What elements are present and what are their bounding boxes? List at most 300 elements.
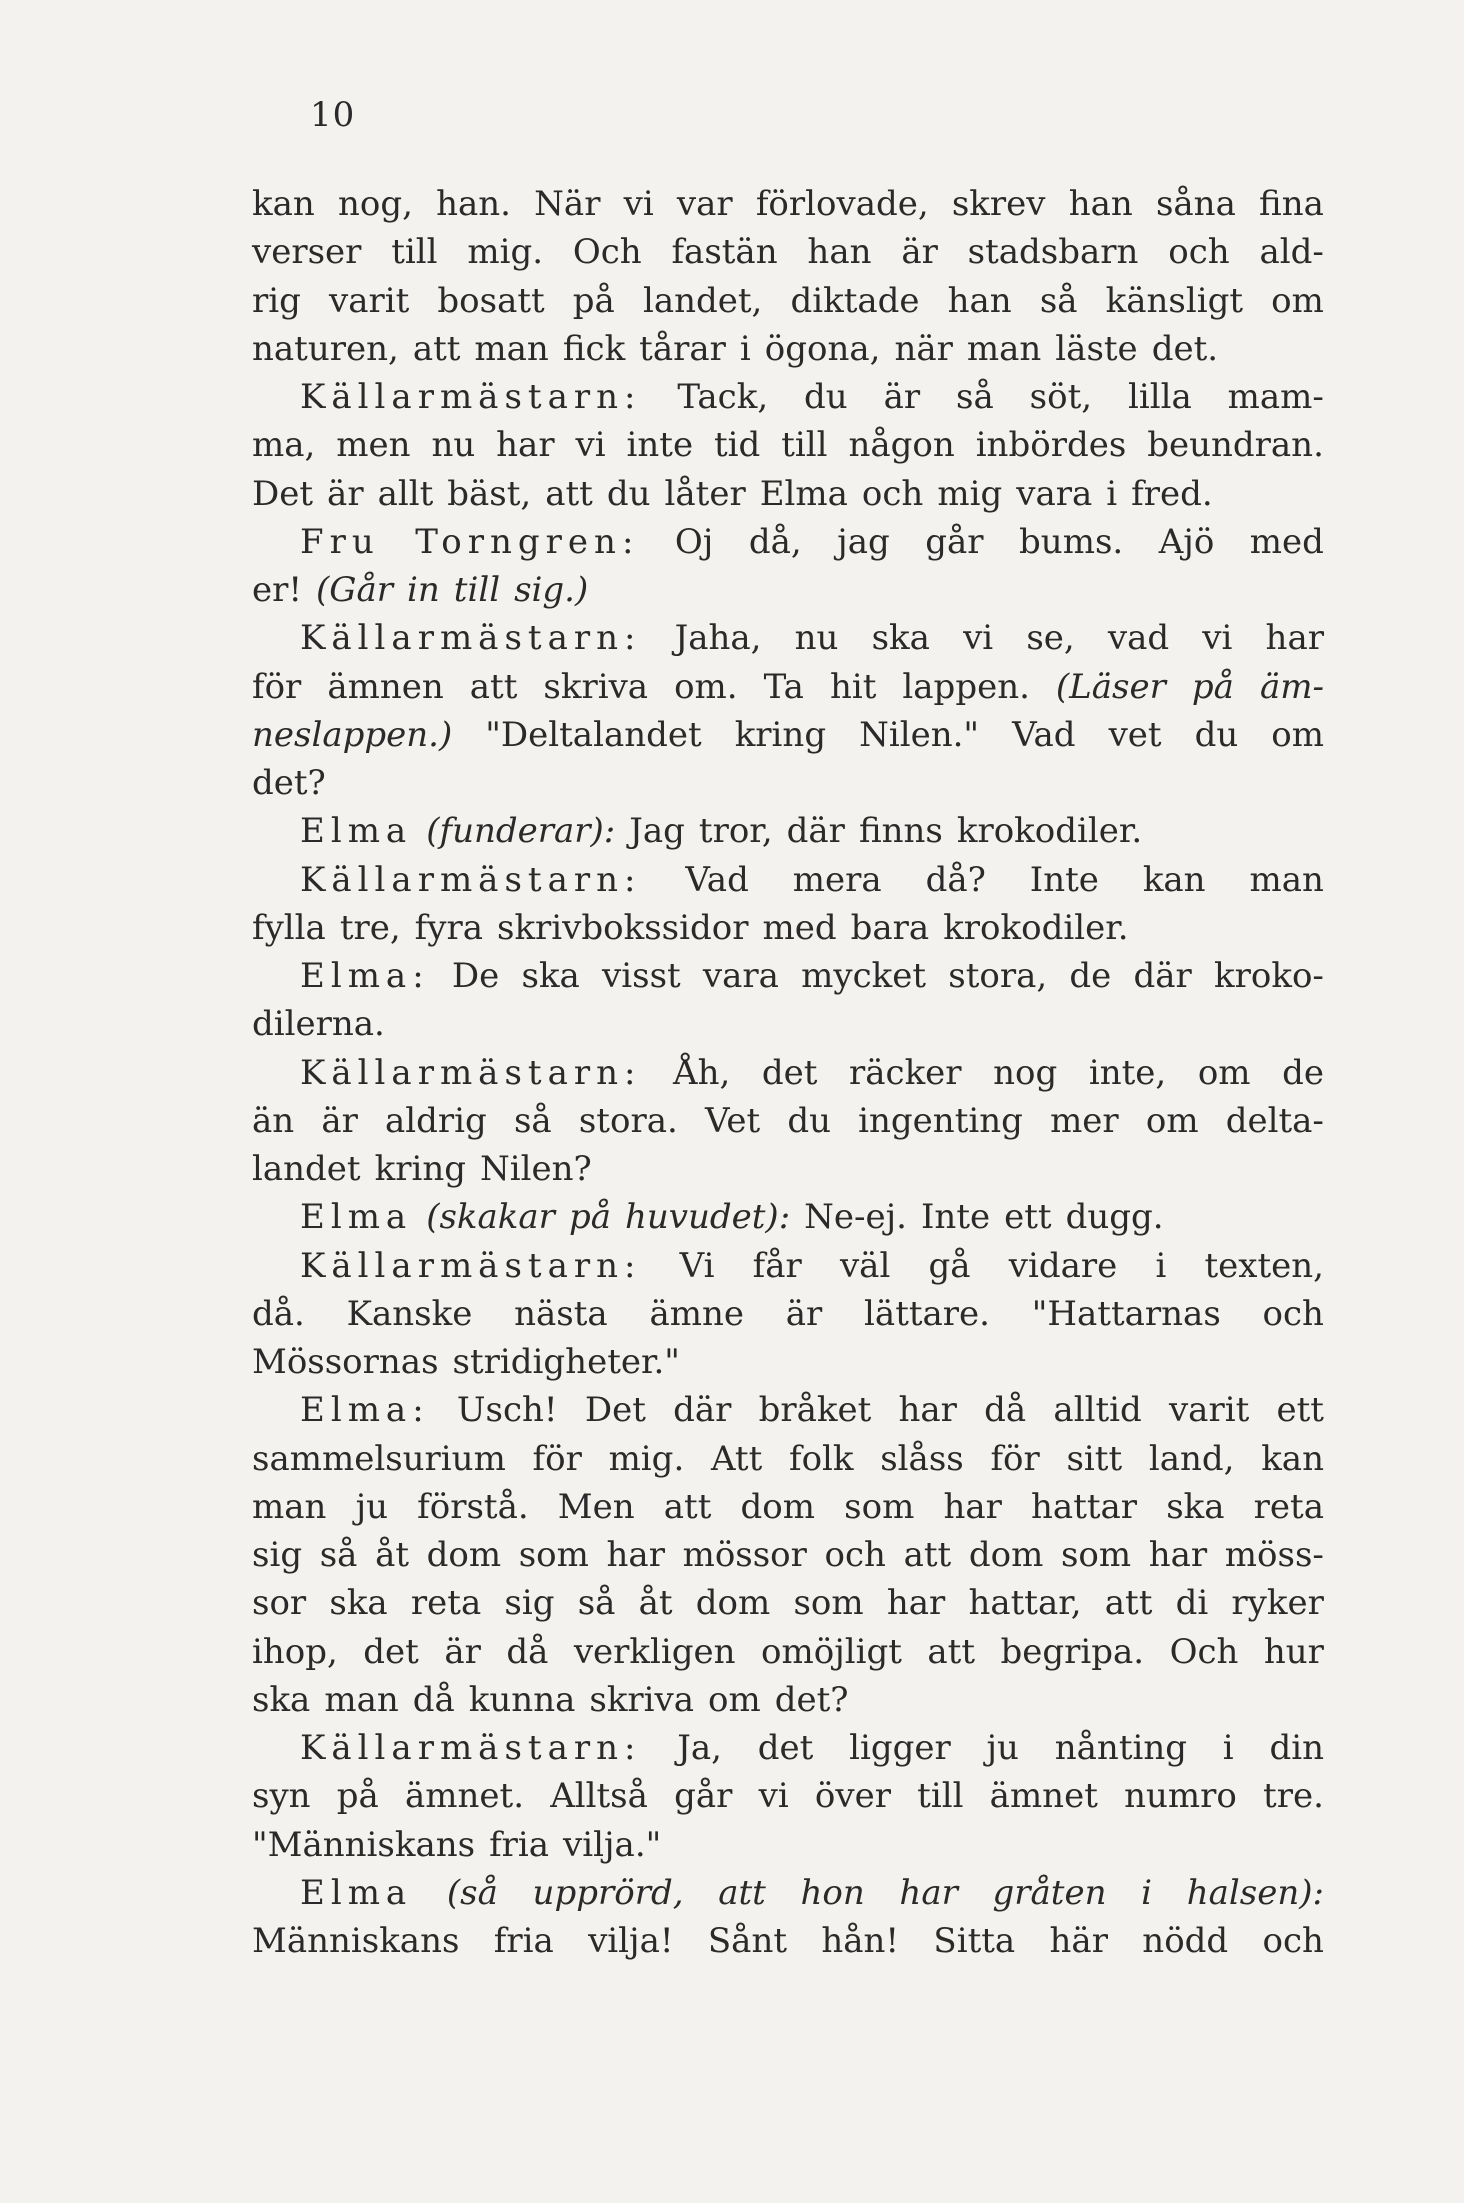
body-text <box>252 180 1324 1965</box>
speaker-name: Källarmästarn: <box>300 377 642 417</box>
word: och <box>861 473 924 514</box>
word: skriva <box>589 1679 695 1720</box>
text-line <box>252 1676 1324 1724</box>
word: du <box>606 473 651 514</box>
word: man <box>1249 859 1324 900</box>
word: ma, <box>252 425 316 466</box>
word: Det <box>252 473 314 514</box>
word: Sitta <box>933 1921 1016 1961</box>
word: landet, <box>642 280 763 321</box>
word: vi <box>1202 618 1233 659</box>
word: ald- <box>1259 232 1324 273</box>
word: gå <box>928 1245 971 1286</box>
text-line <box>252 759 1324 807</box>
word: ögona, <box>764 328 881 369</box>
word: förlovade, <box>755 184 929 224</box>
word: reta <box>410 1583 482 1624</box>
stage-direction-word: (Läser <box>1055 666 1166 707</box>
stage-direction-word: in <box>407 570 440 610</box>
word: ska <box>521 956 580 996</box>
page-number: 10 <box>310 95 356 135</box>
word: över <box>814 1776 891 1817</box>
word: Vi <box>679 1245 715 1286</box>
word: "Hattarnas <box>1031 1293 1221 1334</box>
text-line <box>252 1145 1324 1193</box>
word: då <box>412 1679 455 1720</box>
word: När <box>534 184 601 224</box>
word: nästa <box>514 1293 608 1334</box>
word: har <box>606 1535 665 1575</box>
word: vi <box>963 618 994 659</box>
word: begripa. <box>1000 1631 1145 1672</box>
speaker-name: Fru <box>300 521 380 562</box>
word: texten, <box>1204 1245 1324 1286</box>
text-line <box>252 1386 1324 1434</box>
speaker-name: Källarmästarn: <box>300 1728 642 1768</box>
text-line <box>252 1242 1324 1290</box>
word: Nilen? <box>480 1149 592 1189</box>
word: till <box>781 425 828 466</box>
word: så <box>956 377 994 417</box>
word: alltid <box>1053 1390 1142 1431</box>
text-line <box>252 807 1324 855</box>
text-line <box>252 1917 1324 1965</box>
word: det <box>757 1728 814 1768</box>
text-line <box>252 373 1324 421</box>
word: lappen. <box>902 666 1030 707</box>
word: lilla <box>1127 377 1192 417</box>
word: till <box>917 1776 964 1817</box>
word: går <box>674 1776 733 1817</box>
word: Men <box>557 1486 635 1527</box>
stage-direction-word: hon <box>800 1872 865 1913</box>
word: inte <box>626 425 694 466</box>
word: vidare <box>1008 1245 1118 1286</box>
word: sammelsurium <box>252 1438 506 1479</box>
word: han <box>807 232 872 273</box>
word: mig. <box>608 1438 685 1479</box>
word: här <box>1049 1921 1108 1961</box>
word: kan <box>252 184 315 224</box>
word: har <box>898 1390 957 1431</box>
word: Inte <box>921 1197 991 1238</box>
text-line <box>252 711 1324 759</box>
stage-direction-word: att <box>718 1872 766 1913</box>
word: rig <box>252 280 301 321</box>
word: känsligt <box>1105 280 1244 321</box>
word: Ne-ej. <box>804 1197 907 1238</box>
word: Elma <box>759 473 848 514</box>
word: vara <box>702 956 779 996</box>
word: hån! <box>821 1921 900 1961</box>
word: de <box>1282 1052 1324 1093</box>
word: såna <box>1155 184 1236 224</box>
word: kring <box>374 1149 466 1189</box>
text-line <box>252 856 1324 904</box>
word: då? <box>925 859 986 900</box>
word: fastän <box>671 232 778 273</box>
speaker-name: Elma <box>300 811 413 852</box>
word: reta <box>1253 1486 1324 1527</box>
word: är <box>327 473 364 514</box>
word: De <box>451 956 500 996</box>
word: du <box>1194 714 1239 755</box>
word: bråket <box>758 1390 872 1431</box>
word: mössor <box>682 1535 807 1575</box>
speaker-name: Källarmästarn: <box>300 618 642 659</box>
word: sig <box>252 1535 303 1575</box>
word: ska <box>329 1583 388 1624</box>
word: det <box>761 1052 818 1093</box>
word: ett <box>1004 1197 1052 1238</box>
word: Vad <box>1012 714 1076 755</box>
word: verser <box>252 232 362 273</box>
word: "Människans <box>252 1824 476 1865</box>
word: krokodiler. <box>956 811 1143 852</box>
word: i <box>739 328 751 369</box>
word: till <box>391 232 438 273</box>
word: syn <box>252 1776 311 1817</box>
word: om <box>1271 714 1324 755</box>
text-line <box>252 180 1324 228</box>
word: fyra <box>414 907 483 948</box>
word: Oj <box>674 521 714 562</box>
word: ska <box>252 1679 311 1720</box>
word: Och <box>1169 1631 1239 1672</box>
text-line <box>252 1772 1324 1820</box>
word: att <box>469 666 518 707</box>
word: vilja." <box>563 1824 662 1865</box>
stage-direction-word: (skakar <box>426 1197 555 1238</box>
word: dilerna. <box>252 1004 385 1045</box>
word: Alltså <box>550 1776 648 1817</box>
word: att <box>927 1631 976 1672</box>
word: kunna <box>468 1679 576 1720</box>
word: är <box>785 1293 823 1334</box>
word: för <box>990 1438 1040 1479</box>
speaker-name: Källarmästarn: <box>300 859 642 900</box>
word: bäst, <box>447 473 532 514</box>
word: er! <box>252 570 303 610</box>
text-line <box>252 1483 1324 1531</box>
word: det <box>363 1631 419 1672</box>
word: Jag <box>629 811 685 852</box>
word: Ta <box>763 666 804 707</box>
stage-direction-word: äm- <box>1259 666 1324 707</box>
word: mycket <box>801 956 927 996</box>
word: tre. <box>1263 1776 1324 1817</box>
word: på <box>572 280 615 321</box>
word: dom <box>968 1535 1044 1575</box>
word: land, <box>1148 1438 1235 1479</box>
word: Det <box>584 1390 646 1431</box>
word: tror, <box>698 811 773 852</box>
word: nog <box>993 1052 1058 1093</box>
word: kroko- <box>1214 956 1324 996</box>
word: verkligen <box>573 1631 736 1672</box>
word: är <box>883 377 921 417</box>
word: ämnen <box>327 666 444 707</box>
word: han <box>1068 184 1133 224</box>
text-line <box>252 470 1324 518</box>
word: ämne <box>649 1293 744 1334</box>
word: hattar, <box>968 1583 1082 1624</box>
stage-direction-word: sig.) <box>514 570 589 610</box>
word: låter <box>664 473 746 514</box>
word: på <box>336 1776 379 1817</box>
word: jag <box>837 521 890 562</box>
word: nödd <box>1142 1921 1229 1961</box>
word: har <box>886 1583 946 1624</box>
word: skrivbokssidor <box>497 907 749 948</box>
word: di <box>1175 1583 1209 1624</box>
word: där <box>786 811 845 852</box>
word: stora, <box>948 956 1048 996</box>
text-line <box>252 663 1324 711</box>
text-line <box>252 1000 1324 1048</box>
word: och <box>1168 232 1230 273</box>
word: inte, <box>1088 1052 1167 1093</box>
word: som <box>844 1486 915 1527</box>
stage-direction-word: på <box>568 1197 611 1238</box>
word: om <box>1271 280 1324 321</box>
word: åt <box>375 1535 409 1575</box>
word: ju <box>986 1728 1019 1768</box>
text-line <box>252 1531 1324 1579</box>
word: mig. <box>467 232 544 273</box>
word: det? <box>774 1679 849 1720</box>
word: din <box>1269 1728 1324 1768</box>
text-line <box>252 1821 1324 1869</box>
word: inbördes <box>975 425 1127 466</box>
text-line <box>252 1579 1324 1627</box>
word: Att <box>710 1438 763 1479</box>
word: med <box>1249 521 1324 562</box>
word: Vad <box>685 859 749 900</box>
word: då. <box>252 1293 305 1334</box>
word: aldrig <box>385 1100 487 1141</box>
word: se, <box>1026 618 1075 659</box>
word: diktade <box>790 280 920 321</box>
text-line <box>252 421 1324 469</box>
word: Tack, <box>677 377 769 417</box>
word: för <box>532 1438 582 1479</box>
word: sig <box>504 1583 555 1624</box>
word: tre, <box>339 907 401 948</box>
word: hattar <box>1031 1486 1138 1527</box>
word: är <box>444 1631 481 1672</box>
word: delta- <box>1225 1100 1324 1141</box>
word: mam- <box>1227 377 1324 417</box>
word: lättare. <box>864 1293 990 1334</box>
word: vi <box>758 1776 789 1817</box>
word: Sånt <box>707 1921 787 1961</box>
word: Åh, <box>673 1052 731 1093</box>
word: ska <box>871 618 930 659</box>
word: att <box>663 1486 712 1527</box>
word: visst <box>602 956 681 996</box>
word: var <box>676 184 733 224</box>
word: i <box>1222 1728 1234 1768</box>
word: ämnet <box>989 1776 1098 1817</box>
word: bosatt <box>437 280 545 321</box>
word: då, <box>748 521 802 562</box>
word: om <box>708 1679 761 1720</box>
word: i <box>1106 473 1118 514</box>
word: Inte <box>1029 859 1099 900</box>
word: varit <box>329 280 410 321</box>
word: dom <box>740 1486 816 1527</box>
word: de <box>1069 956 1112 996</box>
word: att <box>412 328 461 369</box>
speaker-name: Källarmästarn: <box>300 1052 642 1093</box>
word: stridigheter." <box>452 1342 680 1382</box>
word: söt, <box>1029 377 1093 417</box>
text-line <box>252 952 1324 1000</box>
word: han <box>947 280 1012 321</box>
speaker-name: Elma: <box>300 1390 430 1431</box>
word: Nilen." <box>859 714 980 755</box>
word: och <box>824 1535 886 1575</box>
word: omöjligt <box>761 1631 902 1672</box>
word: "Deltalandet <box>485 714 702 755</box>
word: har <box>943 1486 1002 1527</box>
text-line <box>252 1290 1324 1338</box>
word: naturen, <box>252 328 399 369</box>
word: Ajö <box>1158 521 1215 562</box>
word: Usch! <box>456 1390 558 1431</box>
word: så <box>1039 280 1078 321</box>
word: fina <box>1259 184 1324 224</box>
word: mera <box>792 859 882 900</box>
speaker-name: Elma: <box>300 956 430 996</box>
word: ju <box>355 1486 389 1527</box>
stage-direction-word: i <box>1141 1872 1153 1913</box>
word: skriva <box>543 666 649 707</box>
word: numro <box>1124 1776 1237 1817</box>
word: fred. <box>1131 473 1213 514</box>
word: vad <box>1107 618 1170 659</box>
word: i <box>1155 1245 1167 1286</box>
text-line <box>252 1193 1324 1241</box>
word: hur <box>1263 1631 1324 1672</box>
word: så <box>577 1583 616 1624</box>
word: har <box>496 425 555 466</box>
word: att <box>903 1535 952 1575</box>
word: kring <box>734 714 827 755</box>
word: ihop, <box>252 1631 338 1672</box>
word: än <box>252 1100 295 1141</box>
word: Vet <box>704 1100 761 1141</box>
word: ryker <box>1231 1583 1324 1624</box>
word: kan <box>1142 859 1206 900</box>
word: beundran. <box>1147 425 1324 466</box>
word: där <box>1133 956 1192 996</box>
word: nånting <box>1054 1728 1188 1768</box>
stage-direction-word: neslappen.) <box>252 714 453 755</box>
word: sor <box>252 1583 307 1624</box>
word: Jaha, <box>674 618 762 659</box>
word: vilja! <box>588 1921 674 1961</box>
speaker-name: Torngren: <box>415 521 640 562</box>
word: tårar <box>639 328 726 369</box>
word: bara <box>850 907 930 948</box>
word: läste <box>1055 328 1138 369</box>
stage-direction-word: halsen): <box>1186 1872 1324 1913</box>
word: man <box>474 328 549 369</box>
word: så <box>513 1100 552 1141</box>
word: vara <box>1016 473 1093 514</box>
word: dom <box>426 1535 502 1575</box>
word: väl <box>839 1245 891 1286</box>
word: för <box>252 666 302 707</box>
word: Människans <box>252 1921 460 1961</box>
word: möss- <box>1224 1535 1324 1575</box>
word: ska <box>1166 1486 1225 1527</box>
word: Kanske <box>346 1293 473 1334</box>
speaker-name: Elma <box>300 1197 413 1238</box>
word: sitt <box>1066 1438 1123 1479</box>
word: ingenting <box>858 1100 1023 1141</box>
word: du <box>804 377 848 417</box>
word: när <box>894 328 953 369</box>
word: får <box>752 1245 802 1286</box>
word: fria <box>493 1921 554 1961</box>
word: stora. <box>578 1100 678 1141</box>
word: och <box>1262 1921 1324 1961</box>
text-line <box>252 325 1324 373</box>
word: som <box>518 1535 589 1575</box>
word: man <box>966 328 1042 369</box>
word: fylla <box>252 907 326 948</box>
word: skrev <box>951 184 1046 224</box>
word: Och <box>572 232 642 273</box>
word: Ja, <box>677 1728 722 1768</box>
word: man <box>324 1679 399 1720</box>
stage-direction-word: till <box>453 570 501 610</box>
word: som <box>793 1583 864 1624</box>
word: nu <box>794 618 839 659</box>
word: man <box>252 1486 327 1527</box>
word: ämnet. <box>405 1776 525 1817</box>
word: Mössornas <box>252 1342 439 1382</box>
word: dom <box>695 1583 771 1624</box>
word: kan <box>1261 1438 1324 1479</box>
word: varit <box>1168 1390 1250 1431</box>
word: mig <box>937 473 1003 514</box>
text-line <box>252 904 1324 952</box>
word: har <box>1148 1535 1208 1575</box>
word: det? <box>252 763 326 803</box>
stage-direction-word: på <box>1191 666 1234 707</box>
word: folk <box>788 1438 854 1479</box>
word: om <box>1197 1052 1251 1093</box>
word: då <box>984 1390 1027 1431</box>
word: vet <box>1108 714 1162 755</box>
word: han. <box>436 184 511 224</box>
stage-direction-word: har <box>899 1872 958 1913</box>
word: ligger <box>849 1728 951 1768</box>
word: hit <box>829 666 877 707</box>
stage-direction-word: (funderar): <box>426 811 616 852</box>
word: nog, <box>337 184 413 224</box>
text-line <box>252 1869 1324 1917</box>
word: då <box>506 1631 549 1672</box>
word: där <box>673 1390 732 1431</box>
word: krokodiler. <box>943 907 1129 948</box>
stage-direction-word: huvudet): <box>624 1197 791 1238</box>
word: men <box>336 425 411 466</box>
